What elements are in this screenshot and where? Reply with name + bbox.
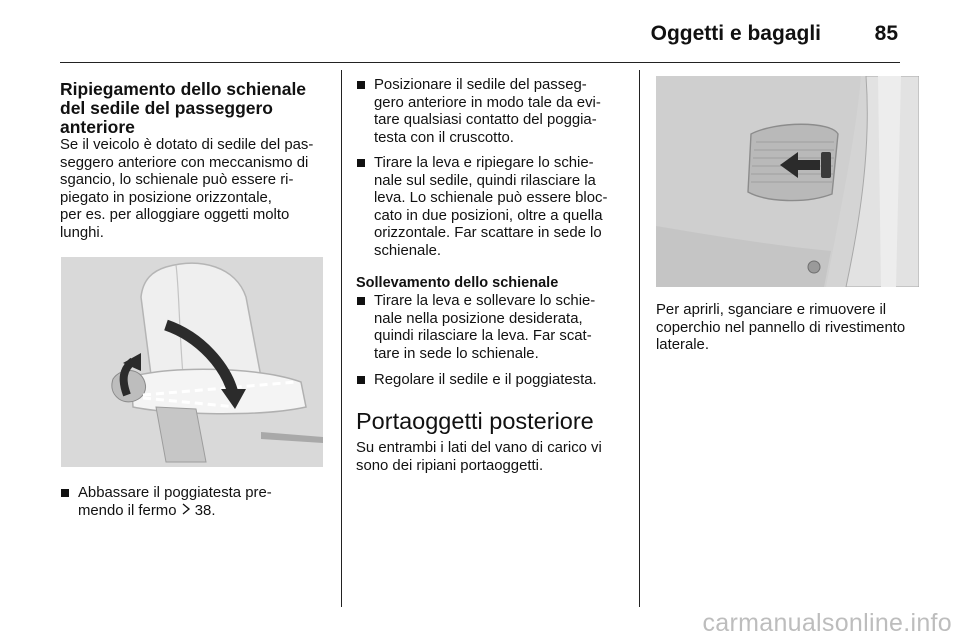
bullet-square-icon [61,489,69,497]
bullet-text: mendo il fermo [78,502,177,519]
bullet-square-icon [357,81,365,89]
text-line: sgancio, lo schienale può essere ri- [60,172,294,189]
section-title: Portaoggetti posteriore [356,408,594,434]
bullet-item [356,77,644,147]
text-line: sono dei ripiani portaoggetti. [356,457,544,474]
bullet-square-icon [357,376,365,384]
text-line: Tirare la leva e ripiegare lo schie- [374,155,594,171]
text-line: Tirare la leva e sollevare lo schie- [374,293,596,309]
figure-caption [656,302,928,355]
text-line: leva. Lo schienale può essere bloc- [374,190,608,207]
text-line [78,503,338,521]
intro-paragraph [60,137,330,243]
heading-line: Ripiegamento dello schienale [60,79,307,99]
text-line: nale sul sedile, quindi rilasciare la [374,172,596,189]
text-line: lunghi. [60,224,104,241]
text-line: Regolare il sedile e il poggiatesta. [374,372,597,388]
text-line: nale nella posizione desiderata, [374,310,583,327]
text-line: orizzontale. Far scattare in sede lo [374,225,602,242]
text-line: seggero anteriore con meccanismo di [60,154,309,171]
bullet-item [356,155,644,261]
page-header [60,0,900,63]
text-line: Posizionare il sedile del passeg- [374,77,587,93]
text-line: Per aprirli, sganciare e rimuovere il [656,302,887,318]
text-line: tare qualsiasi contatto del poggia- [374,112,597,129]
heading-line: del sedile del passeggero [60,98,273,118]
text-line: Su entrambi i lati del vano di carico vi [356,440,602,456]
seat-fold-drawing [61,257,323,467]
text-line: gero anteriore in modo tale da evi- [374,94,601,111]
cargo-side-panel-illustration [656,76,919,287]
column-divider-left [341,70,342,607]
text-line: Abbassare il poggiatesta pre- [78,485,272,501]
text-line: schienale. [374,242,442,259]
text-line: testa con il cruscotto. [374,129,514,146]
section-heading [60,80,306,137]
bullet-square-icon [357,159,365,167]
subheading: Sollevamento dello schienale [356,275,559,291]
page-reference-link[interactable]: 38. [194,502,216,519]
text-line: per es. per alloggiare oggetti molto [60,207,290,224]
text-line: cato in due posizioni, oltre a quella [374,207,603,224]
cargo-panel-drawing [656,76,919,287]
bullet-item [356,372,644,390]
text-line: Se il veicolo è dotato di sedile del pas- [60,137,314,153]
section-paragraph [356,440,628,475]
bullet-square-icon [357,297,365,305]
text-line: coperchio nel pannello di rivestimento [656,319,906,336]
bullet-item [60,485,338,520]
text-line: tare in sede lo schienale. [374,345,539,362]
page-number: 85 [874,22,898,45]
heading-line: anteriore [60,117,135,137]
text-line: laterale. [656,337,709,354]
cross-reference-arrow-icon[interactable] [181,503,191,521]
seat-fold-illustration [61,257,323,467]
text-line: piegato in posizione orizzontale, [60,189,272,206]
footer-watermark: carmanualsonline.info [702,609,952,637]
bullet-item [356,293,644,363]
header-title: Oggetti e bagagli [650,22,821,45]
text-line: quindi rilasciare la leva. Far scat- [374,328,592,345]
